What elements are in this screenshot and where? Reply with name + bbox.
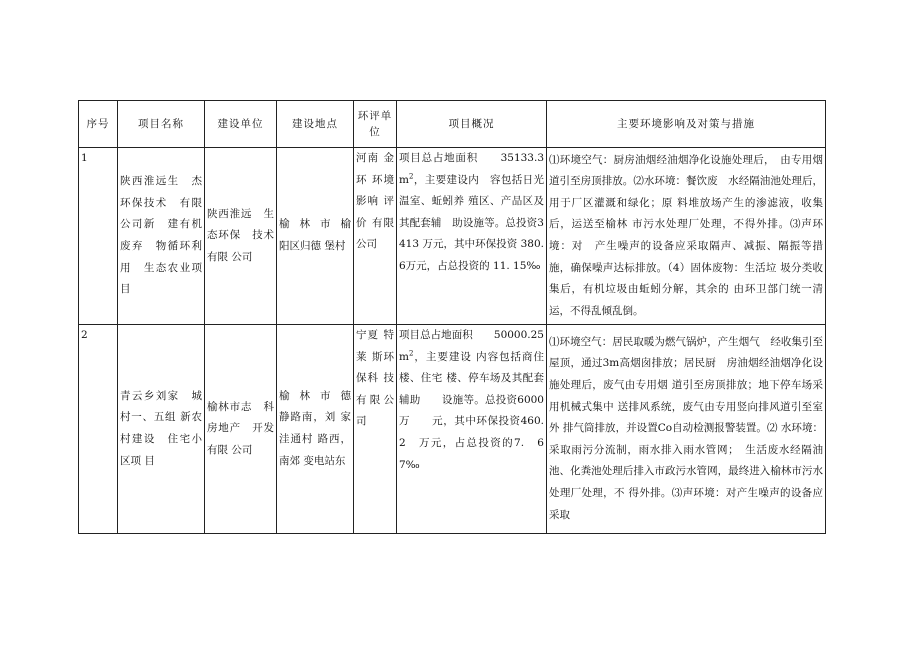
construction-unit: 榆林市志 科房地产 开发有限 公司	[205, 325, 277, 534]
table-row	[79, 325, 826, 534]
header-location: 建设地点	[277, 101, 354, 148]
header-overview: 项目概况	[397, 101, 547, 148]
row-number: 2	[79, 325, 118, 534]
impact-measures: ⑴环境空气：厨房油烟经油烟净化设施处理后， 由专用烟道引至房顶排放。⑵水环境：餐饮废 水经隔油池处理后，用于厂区灌溉和绿化；原 料堆放场产生的渗滤液，收集后，运送至榆林 市污水处理厂处理，不得外排。⑶声环境：对 产生噪声的设备应采取隔声、减振、隔振等措 施，确保噪声达标排放。（4）固体废物：生活垃 圾分类收集后，有机垃圾由蚯蚓分解，其余的 由环卫部门统一清运，不得乱倾乱倒。	[547, 148, 826, 325]
project-overview: 项目总占地面积 $35133.3m^2$，主要建设内 容包括日光温室、蚯蚓养 殖区、产品区及其配套辅 助设施等。总投资3413 万元，其中环保投资 380. 6万元，占总投资的 11. 15‰	[397, 148, 547, 325]
project-name: 青云乡刘家 城村一、五组 新农村建设 住宅小区项 目	[118, 325, 205, 534]
header-eia-unit: 环评单位	[354, 101, 397, 148]
row-number: 1	[79, 148, 118, 325]
impact-measures: ⑴环境空气：居民取暖为燃气锅炉，产生烟气 经收集引至屋顶，通过3m高烟囱排放；居民厨 房油烟经油烟净化设施处理后，废气由专用烟 道引至房顶排放；地下停车场采用机械式集中 送排风系统，废气由专用竖向排风道引至室外 排气筒排放，并设置Co自动检测报警装置。⑵ 水环境：采取雨污分流制，雨水排入雨水管网； 生活废水经隔油池、化粪池处理后排入市政污水管网，最终进入榆林市污水处理厂处理，不 得外排。⑶声环境：对产生噪声的设备应采取	[547, 325, 826, 534]
header-construction-unit: 建设单位	[205, 101, 277, 148]
header-no: 序号	[79, 101, 118, 148]
table-header-row	[79, 101, 826, 148]
eia-unit: 河南 金环 环境影响 评价 有限公司	[354, 148, 397, 325]
project-name: 陕西淮远生 杰环保技术 有限公司新 建有机废弃 物循环利用 生态农业项目	[118, 148, 205, 325]
project-table	[78, 100, 826, 534]
construction-location: 榆林市德 静路南，刘 家洼通村 路西，南郊 变电站东	[277, 325, 354, 534]
table-row	[79, 148, 826, 325]
header-impact-measures: 主要环境影响及对策与措施	[547, 101, 826, 148]
header-project-name: 项目名称	[118, 101, 205, 148]
project-overview: 项目总占地面积 $50000.25m^2$，主要建设 内容包括商住楼、住宅 楼、停车场及其配套辅助 设施等。总投资6000万 元，其中环保投资460. 2 万元，占总投资的7. 67‰	[397, 325, 547, 534]
construction-unit: 陕西淮远 生态环保 技术有限 公司	[205, 148, 277, 325]
eia-unit: 宁夏 特莱 斯环保科 技 有限公司	[354, 325, 397, 534]
construction-location: 榆林市榆 阳区归德 堡村	[277, 148, 354, 325]
